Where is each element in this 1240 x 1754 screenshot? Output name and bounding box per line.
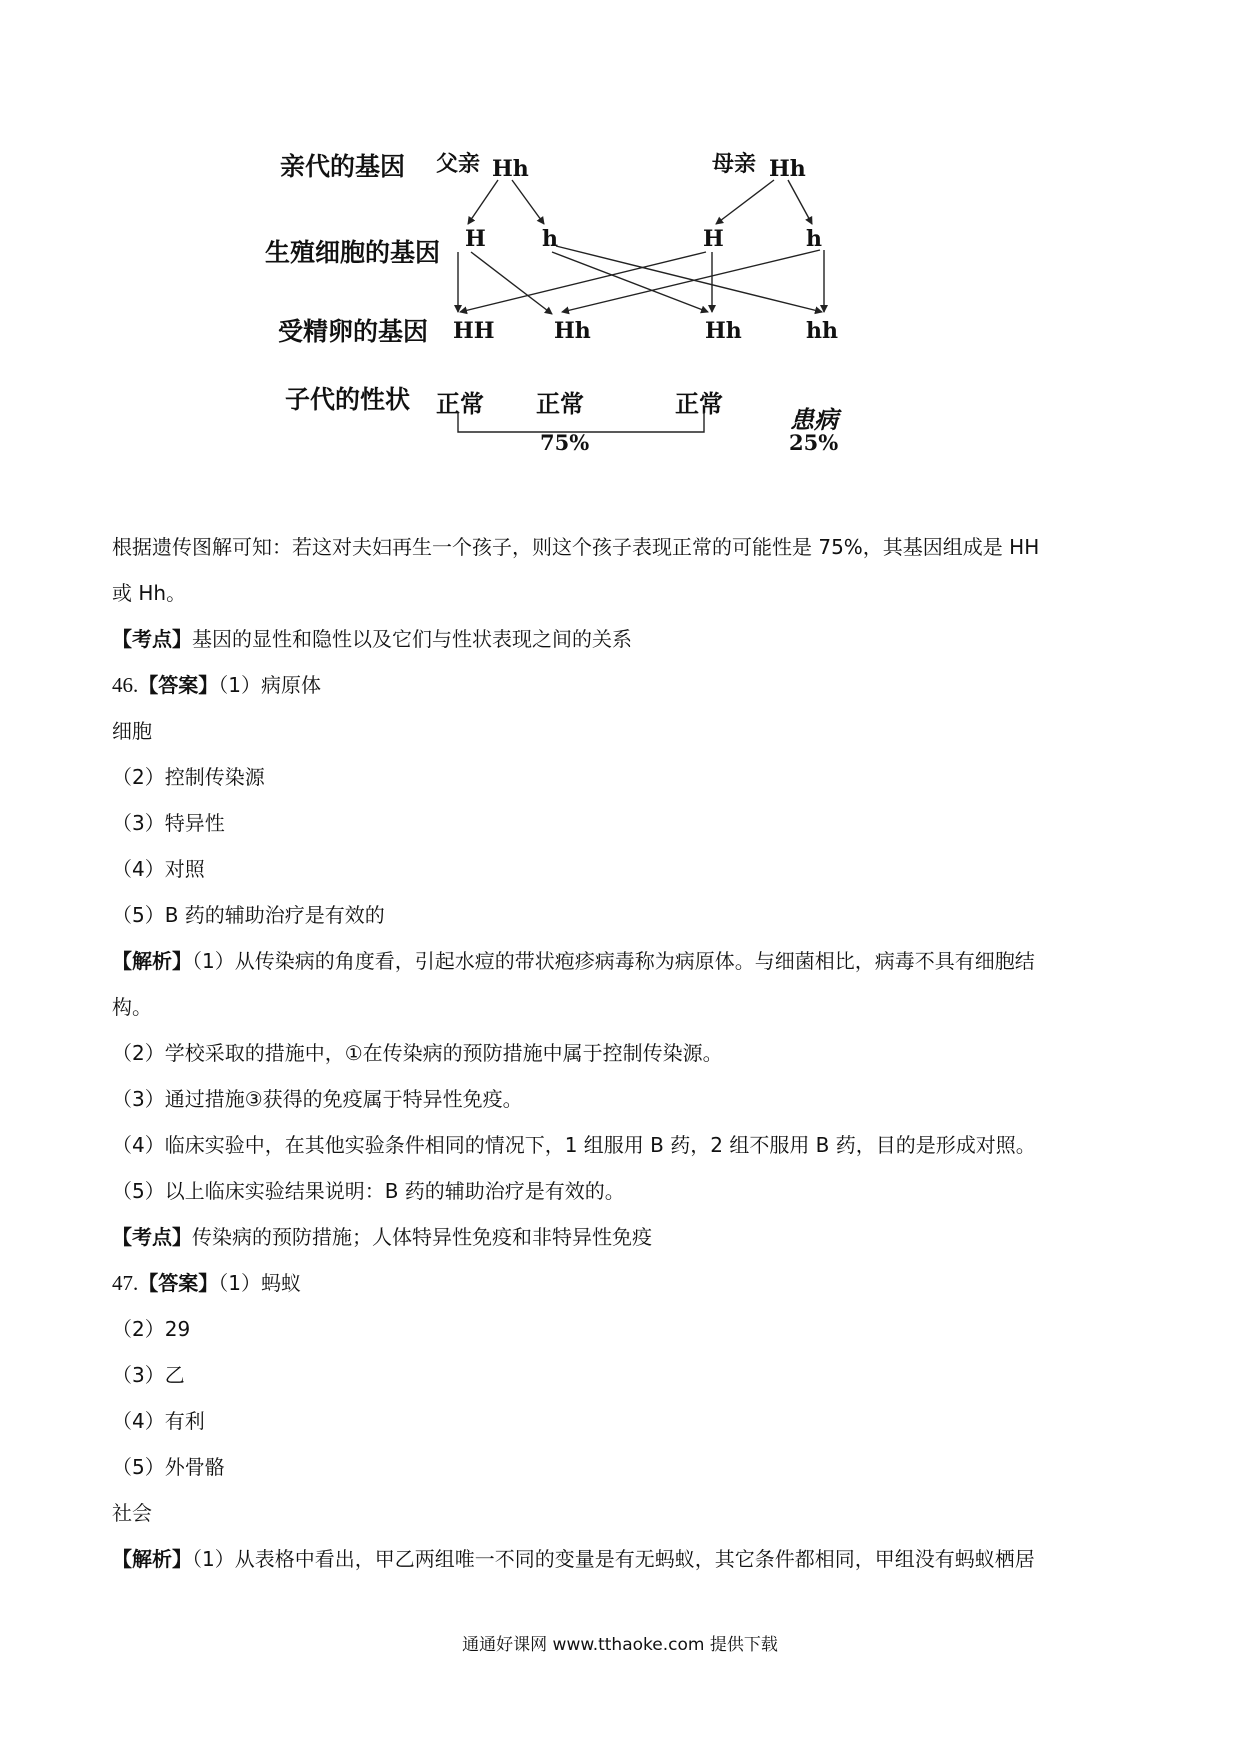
- answer-content: [112, 524, 1132, 1582]
- line-text: （5）B 药的辅助治疗是有效的: [112, 903, 385, 927]
- line-text: （1）从传染病的角度看，引起水痘的带状疱疹病毒称为病原体。与细菌相比，病毒不具有细胞结: [192, 949, 1035, 973]
- text-line: [112, 800, 1132, 846]
- line-text: （2）控制传染源: [112, 765, 265, 789]
- section-tag: 【解析】: [112, 1547, 192, 1571]
- line-text: （2）29: [112, 1317, 191, 1341]
- text-line: [112, 662, 1132, 708]
- text-line: [112, 1030, 1132, 1076]
- text-line: [112, 1260, 1132, 1306]
- section-tag: 【答案】: [138, 1271, 219, 1295]
- line-text: （2）学校采取的措施中，①在传染病的预防措施中属于控制传染源。: [112, 1041, 723, 1065]
- line-text: （1）蚂蚁: [218, 1271, 301, 1295]
- father-label: 父亲: [436, 151, 481, 177]
- question-number: 46.: [112, 673, 139, 697]
- line-text: （4）临床实验中，在其他实验条件相同的情况下，1 组服用 B 药，2 组不服用 B 药，目的是形成对照。: [112, 1133, 1036, 1157]
- section-tag: 【考点】: [112, 1225, 192, 1249]
- gamete-father-H: H: [465, 226, 486, 252]
- line-text: 构。: [112, 995, 152, 1019]
- row-label-offspring-traits: 子代的性状: [285, 385, 411, 414]
- line-text: （3）乙: [112, 1363, 185, 1387]
- text-line: [112, 1214, 1132, 1260]
- cross-arrows: [0, 0, 1240, 520]
- line-text: （1）病原体: [218, 673, 321, 697]
- text-line: [112, 1536, 1132, 1582]
- line-text: 根据遗传图解可知：若这对夫妇再生一个孩子，则这个孩子表现正常的可能性是 75%，其基因组成是 HH: [112, 535, 1040, 559]
- zygote-Hh-2: Hh: [705, 318, 742, 344]
- section-tag: 【考点】: [112, 627, 192, 651]
- line-text: （5）以上临床实验结果说明：B 药的辅助治疗是有效的。: [112, 1179, 625, 1203]
- line-text: 社会: [112, 1501, 152, 1525]
- arrow-mother-to-H: [716, 180, 774, 224]
- line-text: （5）外骨骼: [112, 1455, 225, 1479]
- trait-sick: 患病: [790, 405, 838, 434]
- text-line: [112, 1444, 1132, 1490]
- line-text: （3）特异性: [112, 811, 225, 835]
- line-text: 细胞: [112, 719, 152, 743]
- arrow-father-to-h: [512, 180, 544, 224]
- row-label-parent-genes: 亲代的基因: [280, 152, 406, 181]
- trait-normal-3: 正常: [675, 389, 723, 418]
- text-line: [112, 708, 1132, 754]
- zygote-HH: HH: [453, 318, 495, 344]
- question-number: 47.: [112, 1271, 139, 1295]
- text-line: [112, 846, 1132, 892]
- text-line: [112, 984, 1132, 1030]
- line-text: （4）对照: [112, 857, 205, 881]
- text-line: [112, 1352, 1132, 1398]
- mother-genotype: Hh: [769, 156, 806, 182]
- normal-percent: 75%: [540, 430, 590, 455]
- page-footer: 通通好课网 www.tthaoke.com 提供下载: [462, 1635, 778, 1655]
- sick-percent: 25%: [789, 430, 839, 455]
- trait-normal-2: 正常: [536, 389, 584, 418]
- text-line: [112, 524, 1132, 570]
- normal-bracket: [458, 412, 704, 432]
- text-line: [112, 616, 1132, 662]
- arrow-mh-to-Hh1: [562, 250, 820, 312]
- arrow-father-to-H: [468, 180, 498, 224]
- text-line: [112, 938, 1132, 984]
- text-line: [112, 1490, 1132, 1536]
- trait-normal-1: 正常: [436, 389, 484, 418]
- text-line: [112, 1398, 1132, 1444]
- text-line: [112, 1122, 1132, 1168]
- text-line: [112, 892, 1132, 938]
- gamete-mother-H: H: [703, 226, 724, 252]
- mother-label: 母亲: [712, 151, 757, 177]
- gamete-father-h: h: [542, 226, 558, 252]
- section-tag: 【解析】: [112, 949, 192, 973]
- text-line: [112, 754, 1132, 800]
- line-text: （4）有利: [112, 1409, 205, 1433]
- text-line: [112, 1076, 1132, 1122]
- text-line: [112, 1168, 1132, 1214]
- line-text: 或 Hh。: [112, 581, 187, 605]
- text-line: [112, 1306, 1132, 1352]
- arrow-mother-to-h: [788, 180, 812, 224]
- text-line: [112, 570, 1132, 616]
- zygote-hh: hh: [806, 318, 838, 344]
- line-text: （1）从表格中看出，甲乙两组唯一不同的变量是有无蚂蚁，其它条件都相同，甲组没有蚂蚁栖居: [192, 1547, 1035, 1571]
- arrow-mH-to-HH: [460, 252, 706, 312]
- row-label-gamete-genes: 生殖细胞的基因: [265, 238, 441, 267]
- section-tag: 【答案】: [138, 673, 219, 697]
- gamete-mother-h: h: [806, 226, 822, 252]
- row-label-zygote-genes: 受精卵的基因: [278, 317, 429, 346]
- inheritance-diagram: [0, 0, 1240, 520]
- line-text: （3）通过措施③获得的免疫属于特异性免疫。: [112, 1087, 523, 1111]
- father-genotype: Hh: [492, 156, 529, 182]
- zygote-Hh-1: Hh: [554, 318, 591, 344]
- arrow-fH-to-Hh1: [471, 252, 552, 314]
- line-text: 基因的显性和隐性以及它们与性状表现之间的关系: [192, 627, 632, 651]
- line-text: 传染病的预防措施；人体特异性免疫和非特异性免疫: [192, 1225, 652, 1249]
